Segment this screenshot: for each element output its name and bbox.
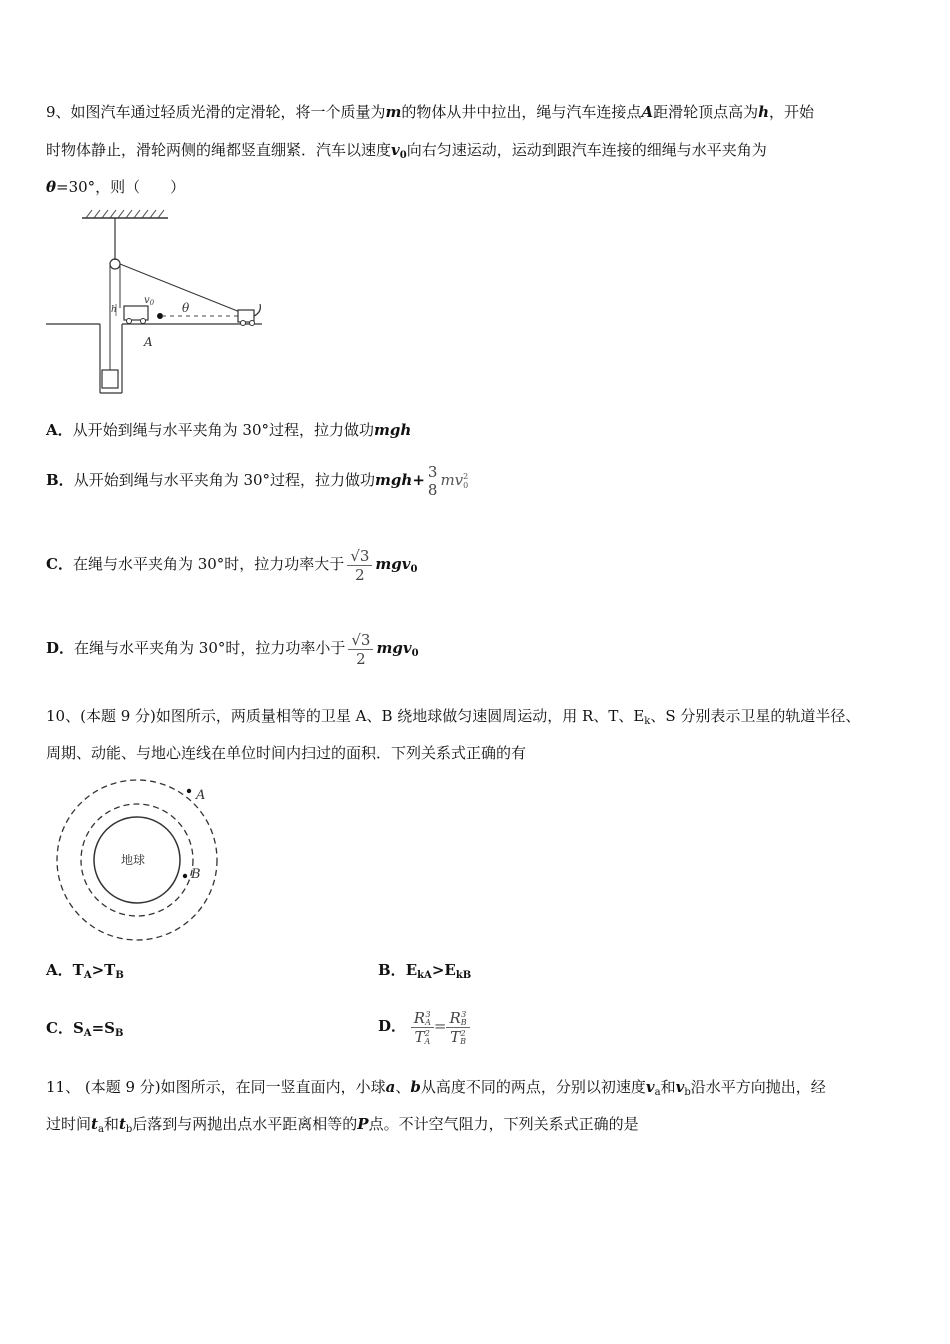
q9-text: 9、如图汽车通过轻质光滑的定滑轮，将一个质量为 [46,103,386,121]
label-v0-base: v [144,295,150,306]
pulley [110,259,120,269]
T: T [450,1027,461,1046]
label-A: A [196,788,206,803]
supsub [461,1011,467,1027]
sub: a [654,1087,661,1098]
car-final-wheel [250,321,255,326]
q11-a: a [385,1078,396,1096]
option-text: >E [431,961,456,979]
pulley-car-figure [44,208,270,398]
q9-A: A [641,103,654,121]
q9-line3 [46,177,185,197]
sub: kB [455,970,472,981]
q11-P: P [357,1115,369,1133]
fraction-3-8 [425,463,441,499]
ceiling-hatch [86,210,164,218]
sub: 0 [411,648,419,659]
q11-text: 过时间 [46,1115,92,1133]
car-final-front [254,304,260,316]
q10-option-a[interactable] [46,960,124,986]
label-theta: θ [182,301,190,315]
supsub [460,1030,466,1046]
q11-line2 [46,1114,639,1140]
fraction-num: 3 [427,463,438,481]
sup: 3 [425,1009,431,1019]
q10-option-b[interactable] [378,960,471,986]
R: R [413,1008,426,1027]
q9-text: ，开始 [769,103,815,121]
car-initial-wheel [141,319,146,324]
satellite-A [187,789,191,793]
fraction-den: 8 [427,481,438,499]
sup: 3 [461,1009,467,1019]
option-formula: mgv [376,639,412,657]
option-formula-tail: mv [440,471,464,489]
sub: A [425,1017,431,1027]
option-key: B． [378,961,406,979]
q11-b: b [410,1078,421,1096]
v0-super-sub [463,472,468,490]
sup: 2 [424,1028,430,1038]
sub: A [83,1028,92,1039]
fraction-num: √3 [351,630,371,649]
option-text: 从开始到绳与水平夹角为 30°过程，拉力做功 [73,471,376,489]
q9-option-d[interactable] [46,624,419,678]
option-text: 在绳与水平夹角为 30°时，拉力功率小于 [74,639,346,657]
car-final-wheel [241,321,246,326]
option-formula: mgh [374,421,412,439]
fraction-den [446,1027,469,1046]
option-formula: mgh+ [375,471,425,489]
fraction-num: √3 [350,546,370,565]
option-text: E [405,961,418,979]
fraction-den [411,1027,434,1046]
q11-text: 后落到与两抛出点水平距离相等的 [132,1115,358,1133]
q11-line1 [46,1077,826,1103]
sub: 0 [463,481,469,490]
fraction-num [446,1009,469,1027]
q11-tb: t [118,1115,126,1133]
q9-option-a[interactable] [46,420,411,440]
q11-vb: v [675,1078,685,1096]
sup: 2 [460,1028,466,1038]
q9-text: 时物体静止，滑轮两侧的绳都竖直绷紧．汽车以速度 [46,141,392,159]
option-key: C． [46,1019,73,1037]
q9-line1 [46,102,814,122]
q9-line2 [46,140,767,166]
q10-text: 、S 分别表示卫星的轨道半径、 [650,707,861,725]
q9-option-c[interactable] [46,540,417,594]
option-text: T [72,961,84,979]
car-initial-wheel [127,319,132,324]
q11-and: 和 [660,1078,676,1096]
q9-v: v [391,141,400,159]
supsub [424,1030,430,1046]
rope-inclined [120,264,240,312]
q11-text: 沿水平方向抛出，经 [690,1078,826,1096]
car-initial [124,306,148,320]
option-key: B． [46,471,74,489]
q10-text: 10、(本题 9 分)如图所示，两质量相等的卫星 A、B 绕地球做匀速圆周运动，用 R、T、E [46,707,645,725]
q9-theta: θ [46,178,57,196]
earth-label: 地球 [121,853,146,867]
sub: b [684,1087,691,1098]
q10-option-d[interactable] [378,996,470,1056]
q11-sep: 、 [395,1078,411,1096]
option-text: S [72,1019,84,1037]
label-v0-sub: 0 [149,299,155,307]
q10-text: 周期、动能、与地心连线在单位时间内扫过的面积．下列关系式正确的有 [46,744,527,762]
q9-h: h [758,103,769,121]
q10-line1 [46,706,860,732]
q9-text: 的物体从井中拉出，绳与汽车连接点 [401,103,642,121]
satellite-B [183,874,187,878]
fraction-num [411,1009,434,1027]
label-v0 [144,295,155,307]
option-key: D． [46,639,75,657]
q11-text: 11、 (本题 9 分)如图所示，在同一竖直面内，小球 [46,1078,386,1096]
sub: A [83,970,92,981]
q11-ta: t [91,1115,98,1133]
option-key: A． [46,421,73,439]
label-A: A [144,335,153,349]
q10-option-c[interactable] [46,1018,123,1044]
q11-and: 和 [103,1115,119,1133]
well-object [102,370,118,388]
q11-text: 从高度不同的两点，分别以初速度 [420,1078,646,1096]
option-text: >T [91,961,116,979]
sub: B [460,1017,467,1027]
sub: 0 [410,564,418,575]
q9-text: 距滑轮顶点高为 [653,103,759,121]
sub: A [424,1036,431,1046]
supsub [425,1011,431,1027]
R: R [449,1008,461,1027]
sub: B [460,1036,466,1046]
fraction-den: 2 [347,565,372,584]
option-key: C． [46,555,73,573]
sub: a [97,1124,104,1135]
option-formula: mgv [375,555,411,573]
fraction-sqrt3-2 [347,547,372,584]
fraction-sqrt3-2 [348,631,373,668]
q10-line2 [46,743,526,763]
sub: B [115,970,124,981]
sup: 2 [463,472,469,481]
q9-m: m [385,103,402,121]
q9-option-b[interactable] [46,456,468,504]
fraction-RB-TB [446,1009,469,1046]
q9-v-sub: 0 [399,150,407,161]
option-key: D． [378,1017,407,1035]
sub: B [114,1028,124,1039]
fraction-RA-TA [411,1009,434,1046]
fraction-den: 2 [348,649,373,668]
q9-text: 向右匀速运动，运动到跟汽车连接的细绳与水平夹角为 [406,141,767,159]
sub: b [125,1124,133,1135]
label-B: B [191,867,201,882]
option-key: A． [46,961,73,979]
equals: = [433,1017,447,1035]
q11-text: 点。不计空气阻力，下列关系式正确的是 [368,1115,639,1133]
sub: kA [417,970,432,981]
T: T [414,1027,425,1046]
orbit-figure [50,774,226,946]
option-text: 从开始到绳与水平夹角为 30°过程，拉力做功 [72,421,374,439]
option-text: 在绳与水平夹角为 30°时，拉力功率大于 [72,555,345,573]
option-text: =S [91,1019,115,1037]
q9-text: =30°，则（ ） [56,178,186,196]
q10-sub: k [644,716,651,727]
label-h: h [111,305,117,315]
q11-va: v [645,1078,655,1096]
